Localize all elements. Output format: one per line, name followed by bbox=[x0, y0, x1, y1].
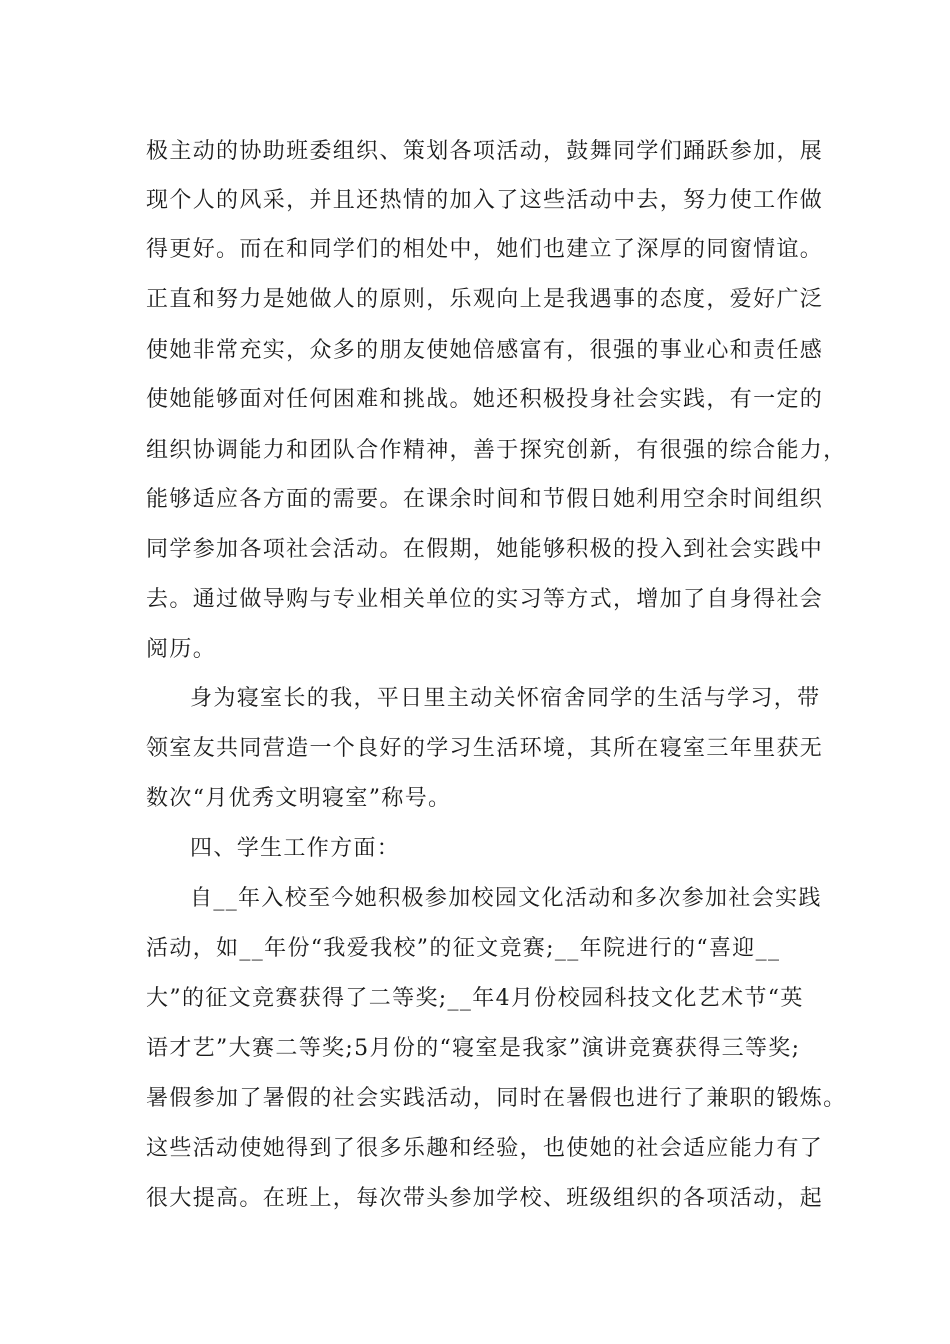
text-line: 大”的征文竞赛获得了二等奖;__年4月份校园科技文化艺术节“英 bbox=[146, 986, 804, 1011]
paragraph-first-line: 自__年入校至今她积极参加校园文化活动和多次参加社会实践 bbox=[190, 886, 822, 911]
text-line: 语才艺”大赛二等奖;5月份的“寝室是我家”演讲竞赛获得三等奖; bbox=[146, 1036, 801, 1061]
text-line: 去。通过做导购与专业相关单位的实习等方式，增加了自身得社会 bbox=[146, 587, 824, 612]
text-line: 正直和努力是她做人的原则，乐观向上是我遇事的态度，爱好广泛 bbox=[146, 287, 824, 312]
text-line: 同学参加各项社会活动。在假期，她能够积极的投入到社会实践中 bbox=[146, 537, 824, 562]
text-line: 能够适应各方面的需要。在课余时间和节假日她利用空余时间组织 bbox=[146, 487, 824, 512]
text-line: 活动，如__年份“我爱我校”的征文竞赛;__年院进行的“喜迎__ bbox=[146, 936, 781, 961]
text-line: 使她非常充实，众多的朋友使她倍感富有，很强的事业心和责任感 bbox=[146, 338, 824, 363]
text-line: 数次“月优秀文明寝室”称号。 bbox=[146, 786, 452, 811]
text-line: 很大提高。在班上，每次带头参加学校、班级组织的各项活动，起 bbox=[146, 1186, 824, 1211]
text-line: 组织协调能力和团队合作精神，善于探究创新，有很强的综合能力， bbox=[146, 438, 847, 463]
text-line: 这些活动使她得到了很多乐趣和经验，也使她的社会适应能力有了 bbox=[146, 1136, 824, 1161]
text-line: 使她能够面对任何困难和挑战。她还积极投身社会实践，有一定的 bbox=[146, 387, 824, 412]
text-line: 领室友共同营造一个良好的学习生活环境，其所在寝室三年里获无 bbox=[146, 736, 824, 761]
section-heading: 四、学生工作方面： bbox=[190, 836, 401, 861]
text-line: 现个人的风采，并且还热情的加入了这些活动中去，努力使工作做 bbox=[146, 188, 824, 213]
text-line: 极主动的协助班委组织、策划各项活动，鼓舞同学们踊跃参加，展 bbox=[146, 139, 824, 164]
paragraph-first-line: 身为寝室长的我，平日里主动关怀宿舍同学的生活与学习，带 bbox=[190, 686, 821, 711]
text-line: 阅历。 bbox=[146, 637, 217, 662]
text-line: 得更好。而在和同学们的相处中，她们也建立了深厚的同窗情谊。 bbox=[146, 237, 824, 262]
text-line: 暑假参加了暑假的社会实践活动，同时在暑假也进行了兼职的锻炼。 bbox=[146, 1086, 847, 1111]
